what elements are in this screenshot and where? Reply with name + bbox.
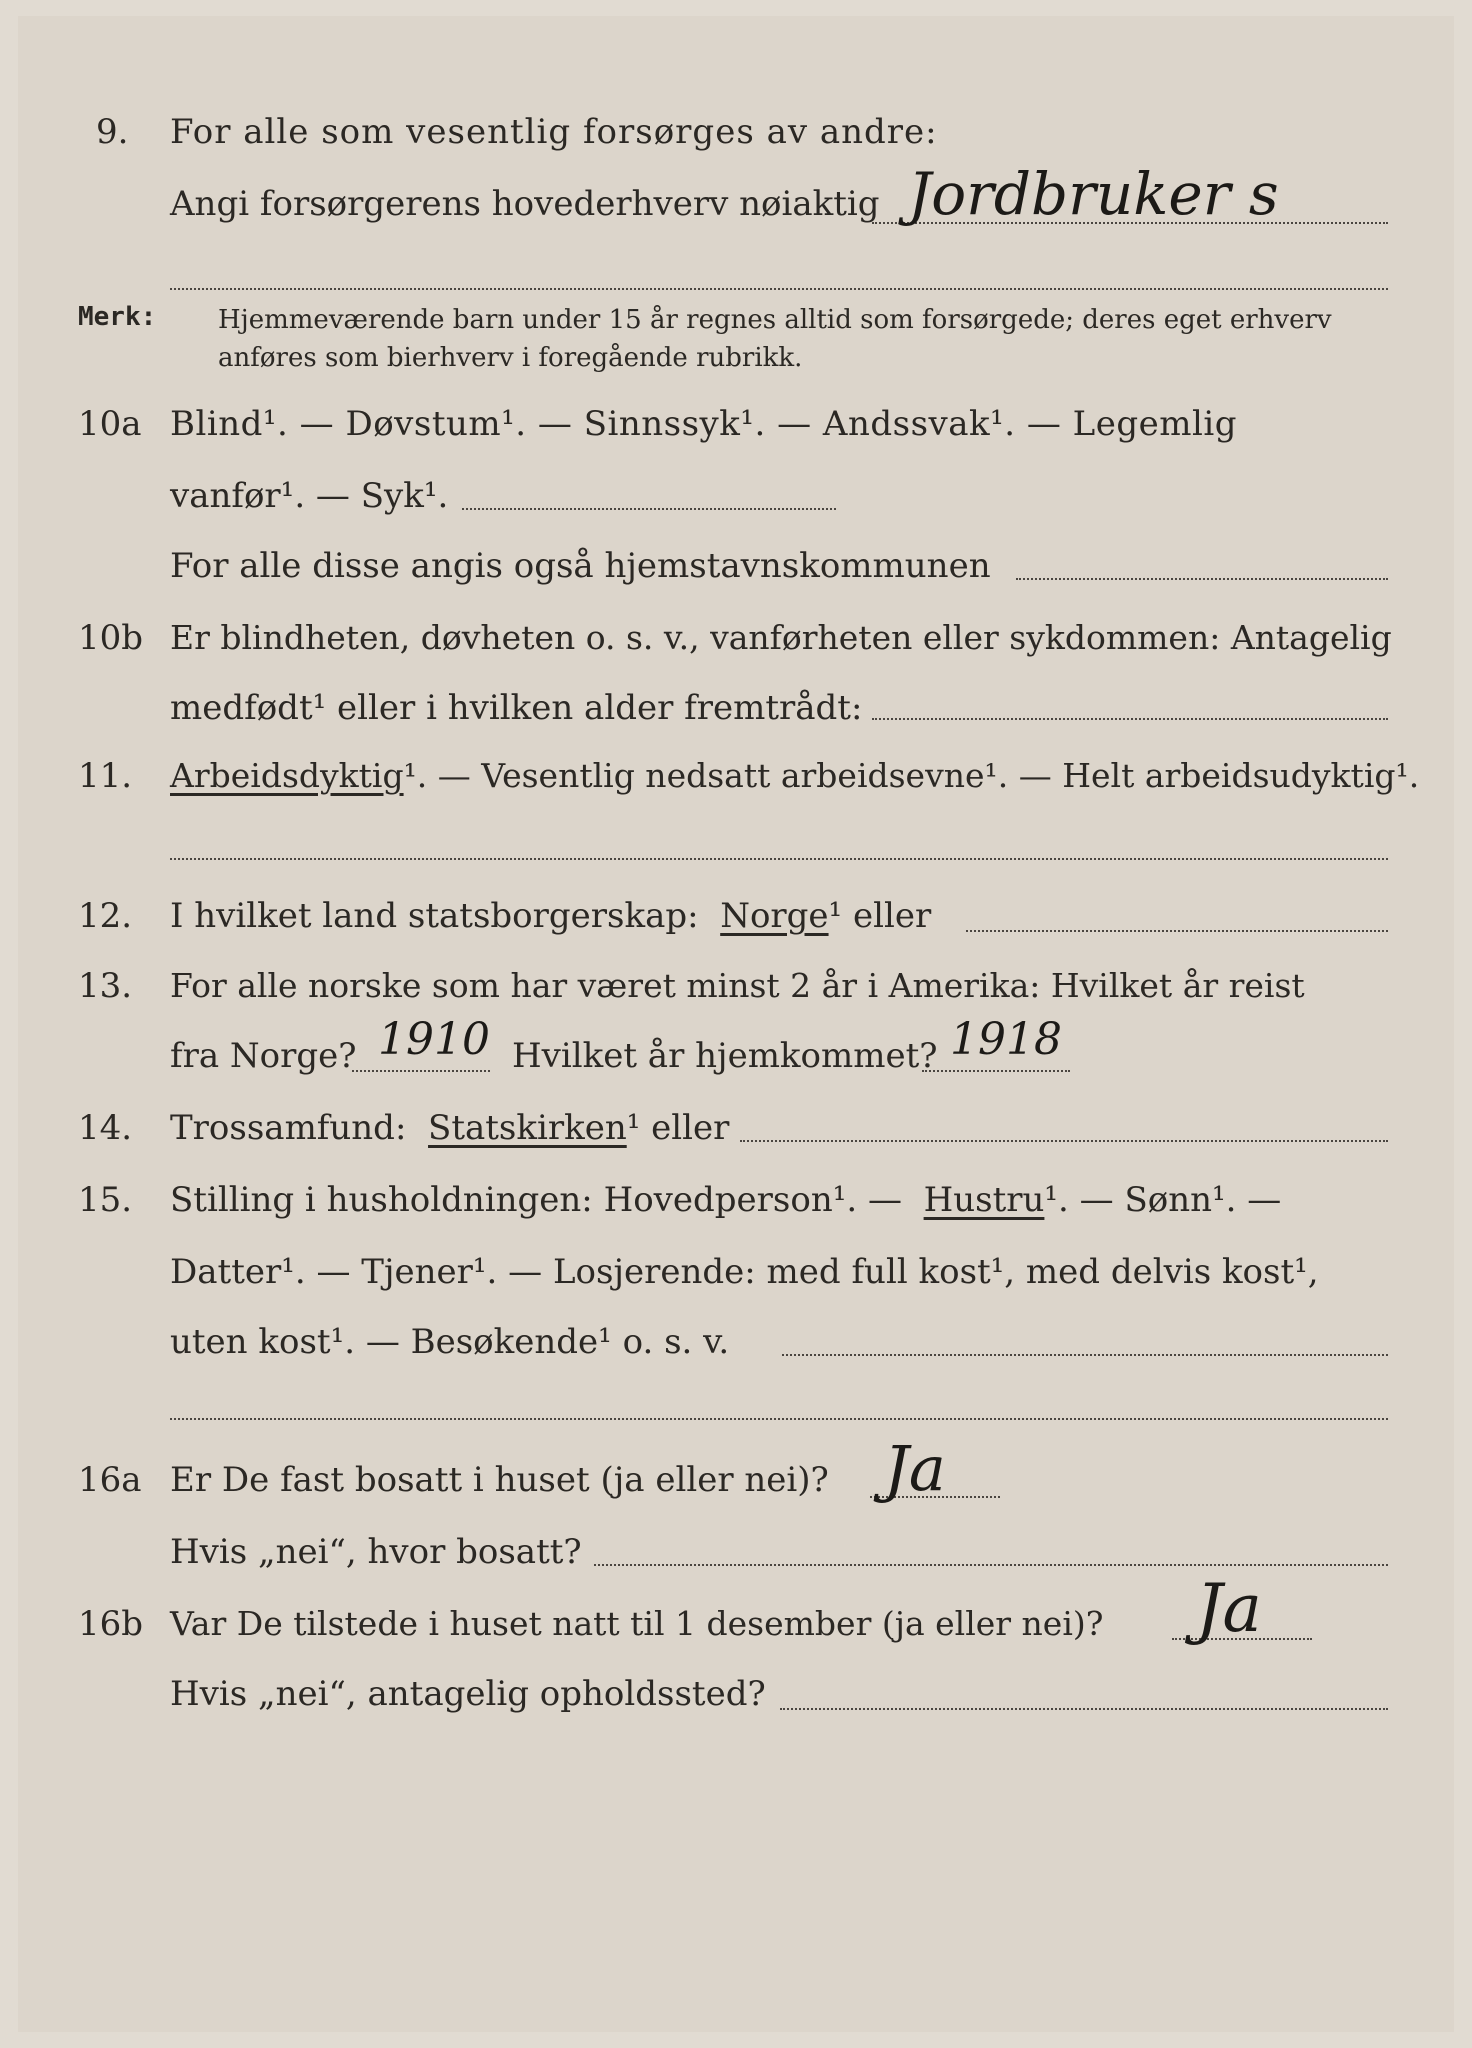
q12-answer-line [966,930,1388,932]
q16b-where-line [780,1708,1388,1710]
q9-line1: For alle som vesentlig forsørges av andre: [170,112,938,152]
q10a-line2: vanfør¹. — Syk¹. [170,476,449,516]
q10b-line1: Er blindheten, døvheten o. s. v., vanførheten eller sykdommen: Antagelig [170,618,1392,657]
q13-handwritten-year-returned: 1918 [950,1014,1062,1065]
q14-selected-option: Statskirken [428,1108,627,1148]
q13-answer2-line [922,1070,1070,1072]
q15-number: 15. [78,1180,133,1220]
q15-extra-line [170,1418,1388,1420]
q16a-line1: Er De fast bosatt i huset (ja eller nei)? [170,1460,829,1500]
q15-line2: Datter¹. — Tjener¹. — Losjerende: med full kost¹, med delvis kost¹, [170,1252,1319,1292]
q11-rest: ¹. — Vesentlig nedsatt arbeidsevne¹. — Helt arbeidsudyktig¹. [403,756,1420,795]
q10b-line2: medfødt¹ eller i hvilken alder fremtrådt: [170,688,863,728]
q16b-line2: Hvis „nei“, antagelig opholdssted? [170,1674,766,1714]
merk-line1: Hjemmeværende barn under 15 år regnes alltid som forsørgede; deres eget erhverv [218,305,1332,335]
q10a-hjemstavn-line [1016,578,1388,580]
q14-number: 14. [78,1108,133,1148]
q14-question: Trossamfund: [170,1108,407,1148]
q11-line [170,756,1419,796]
q16a-number: 16a [78,1460,142,1500]
q13-line2a: fra Norge? [170,1036,357,1076]
q9-extra-line [170,288,1388,290]
q12-selected-option: Norge [720,896,829,936]
q11-number: 11. [78,756,133,796]
q10a-line3: For alle disse angis også hjemstavnskommunen [170,546,991,586]
q10a-number: 10a [78,404,142,444]
q9-line2: Angi forsørgerens hovederhverv nøiaktig [170,184,880,224]
q10b-answer-line [872,718,1388,720]
q15-line3: uten kost¹. — Besøkende¹ o. s. v. [170,1322,730,1362]
q10a-line2-answer-line [462,508,836,510]
merk-label: Merk: [78,302,157,332]
q16b-handwritten-answer: Ja [1196,1570,1262,1647]
q13-line2b: Hvilket år hjemkommet? [512,1036,938,1076]
q15-selected-option: Hustru [923,1180,1045,1220]
q16b-number: 16b [78,1604,144,1644]
q13-number: 13. [78,966,133,1006]
q11-selected-option: Arbeidsdyktig [170,756,404,795]
q11-extra-line [170,858,1388,860]
merk-line2: anføres som bierhverv i foregående rubrikk. [218,343,803,373]
q14-line [170,1108,729,1148]
q13-answer1-line [352,1070,490,1072]
q9-handwritten-answer: Jordbruker s [908,160,1279,228]
q16a-where-line [594,1564,1388,1566]
q15-answer-line [782,1354,1388,1356]
q15-line1 [170,1180,1281,1220]
q12-number: 12. [78,896,133,936]
q9-number: 9. [96,112,129,152]
q14-answer-line [740,1140,1388,1142]
q12-after: ¹ eller [828,896,932,936]
q16a-line2: Hvis „nei“, hvor bosatt? [170,1532,582,1572]
q10b-number: 10b [78,618,144,658]
q13-handwritten-year-left: 1910 [378,1014,490,1065]
q10a-line1: Blind¹. — Døvstum¹. — Sinnssyk¹. — Andssvak¹. — Legemlig [170,404,1237,444]
q16a-handwritten-answer: Ja [884,1432,946,1505]
q15-line1b: ¹. — Sønn¹. — [1044,1180,1282,1220]
q14-after: ¹ eller [626,1108,730,1148]
q13-line1: For alle norske som har været minst 2 år i Amerika: Hvilket år reist [170,966,1305,1005]
q12-line [170,896,931,936]
q16b-line1: Var De tilstede i huset natt til 1 desember (ja eller nei)? [170,1604,1104,1643]
q12-question: I hvilket land statsborgerskap: [170,896,699,936]
q15-line1a: Stilling i husholdningen: Hovedperson¹. — [170,1180,902,1220]
